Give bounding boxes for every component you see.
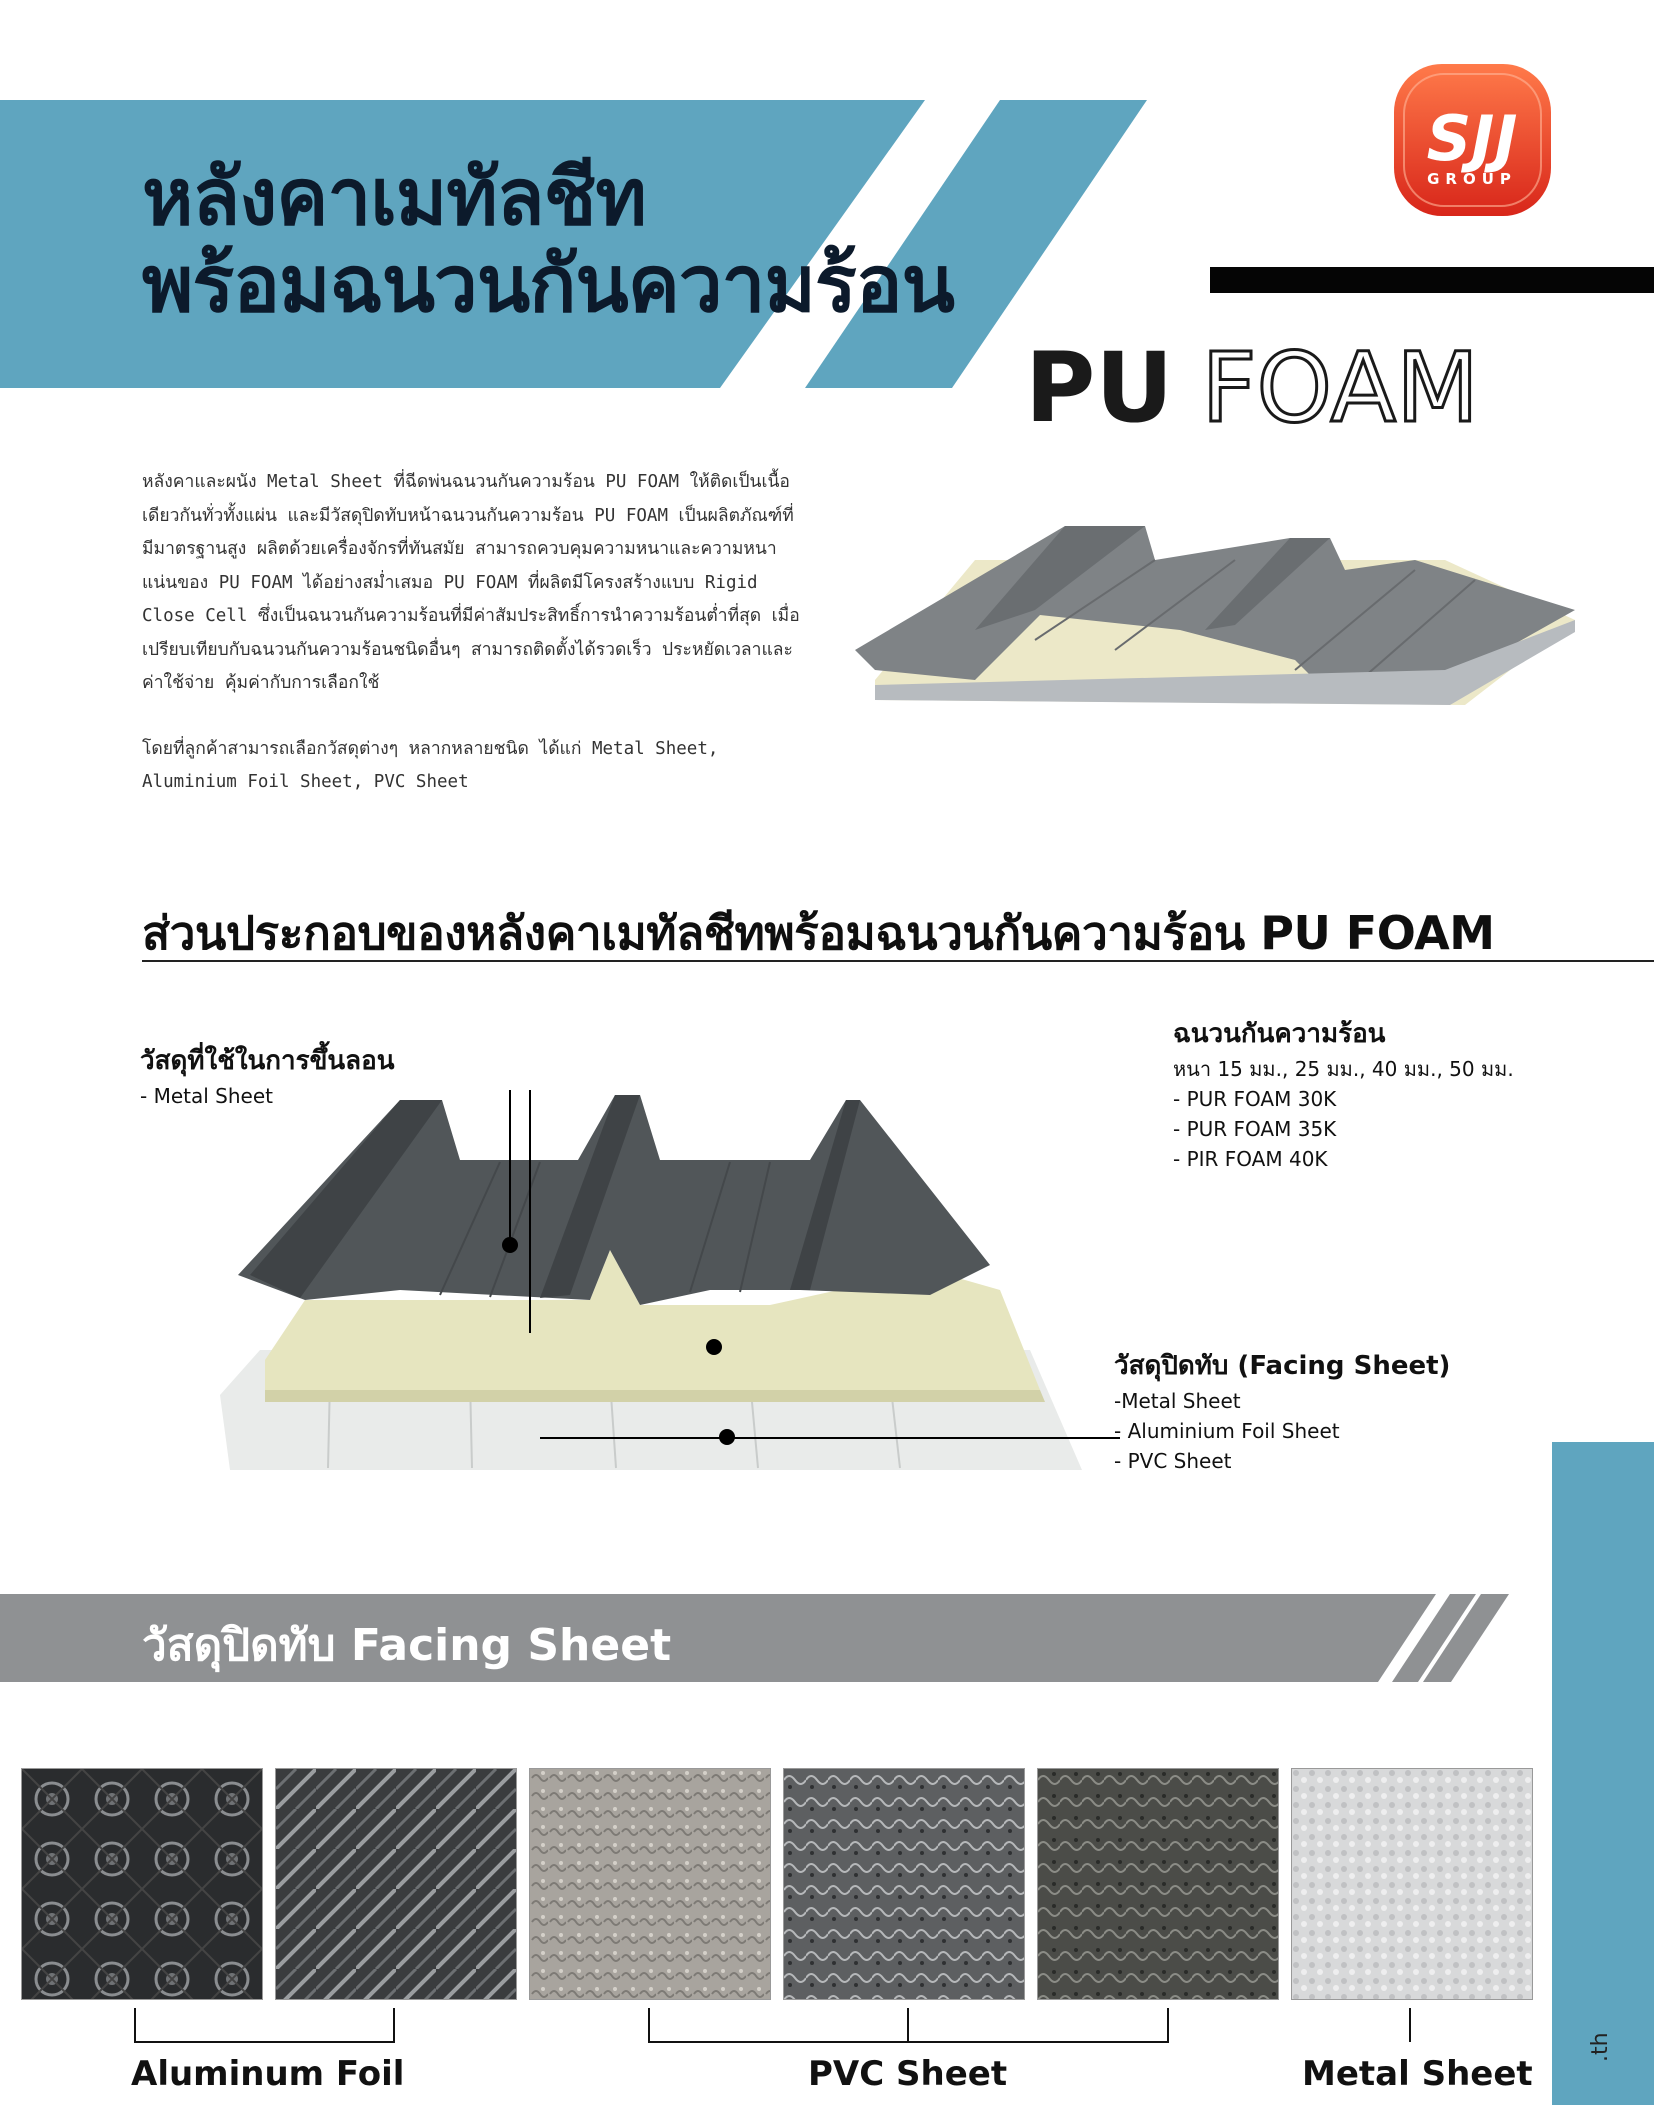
logo-mark: SJJ (1426, 102, 1518, 175)
intro-text (142, 466, 802, 832)
page-title-line1: หลังคาเมทัลชีท (142, 153, 646, 243)
pvc-sheet-swatch-2 (783, 1768, 1025, 2000)
forming-material-title: วัสดุที่ใช้ในการขึ้นลอน (140, 1046, 395, 1076)
intro-paragraph-1: หลังคาและผนัง Metal Sheet ที่ฉีดพ่นฉนวนกันความร้อน PU FOAM ให้ติดเป็นเนื้อเดียวกันทั่วทั้งแผ่น และมีวัสดุปิดทับหน้าฉนวนกันความร้อน PU FOAM เป็นผลิตภัณฑ์ที่มีมาตรฐานสูง ผลิตด้วยเครื่องจักรที่ทันสมัย สามารถควบคุมความหนาและความหนาแน่นของ PU FOAM ได้อย่างสม่ำเสมอ PU FOAM ที่ผลิตมีโครงสร้างแบบ Rigid Close Cell ซึ่งเป็นฉนวนกันความร้อนที่มีค่าสัมประสิทธิ์การนำความร้อนต่ำที่สุด เมื่อเปรียบเทียบกับฉนวนกันความร้อนชนิดอื่นๆ สามารถติดตั้งได้รวดเร็ว ประหยัดเวลาและค่าใช้จ่าย คุ้มค่ากับการเลือกใช้ (142, 472, 800, 693)
category-brackets (0, 2000, 1654, 2050)
roof-panel-diagram (210, 1090, 1170, 1475)
forming-material-item: - Metal Sheet (140, 1084, 273, 1108)
insulation-item: - PUR FOAM 35K (1173, 1117, 1337, 1141)
category-pvc-sheet: PVC Sheet (808, 2054, 1008, 2094)
page-title-line2: พร้อมฉนวนกันความร้อน (142, 240, 954, 330)
insulation-label (1173, 1013, 1514, 1174)
insulation-item: - PIR FOAM 40K (1173, 1147, 1328, 1171)
side-vertical-text: .th (1588, 2032, 1613, 2062)
pvc-sheet-swatch-3 (1037, 1768, 1279, 2000)
logo-sub: GROUP (1427, 170, 1517, 188)
roof-panel-image (855, 520, 1585, 705)
facing-sheet-item: - Aluminium Foil Sheet (1114, 1419, 1340, 1443)
insulation-thickness: หนา 15 มม., 25 มม., 40 มม., 50 มม. (1173, 1057, 1514, 1081)
sjj-group-logo (1390, 60, 1555, 220)
facing-sheet-item: - PVC Sheet (1114, 1449, 1232, 1473)
product-name (1025, 332, 1479, 444)
category-metal-sheet: Metal Sheet (1302, 2054, 1533, 2094)
pvc-sheet-swatch-1 (529, 1768, 771, 2000)
facing-sheet-title: วัสดุปิดทับ (Facing Sheet) (1114, 1351, 1451, 1381)
section-divider (142, 960, 1654, 962)
category-aluminum-foil: Aluminum Foil (131, 2054, 405, 2094)
facing-sheet-item: -Metal Sheet (1114, 1389, 1241, 1413)
metal-sheet-swatch (1291, 1768, 1533, 2000)
aluminum-foil-swatch-1 (21, 1768, 263, 2000)
intro-paragraph-2: โดยที่ลูกค้าสามารถเลือกวัสดุต่างๆ หลากหลายชนิด ได้แก่ Metal Sheet, Aluminium Foil Sheet, PVC Sheet (142, 738, 719, 792)
product-name-foam: FOAM (1201, 332, 1479, 444)
aluminum-foil-swatch-2 (275, 1768, 517, 2000)
facing-sheet-section-title: วัสดุปิดทับ Facing Sheet (142, 1620, 672, 1671)
insulation-title: ฉนวนกันความร้อน (1173, 1019, 1386, 1049)
insulation-item: - PUR FOAM 30K (1173, 1087, 1337, 1111)
components-section-title: ส่วนประกอบของหลังคาเมทัลชีทพร้อมฉนวนกันความร้อน PU FOAM (142, 906, 1495, 960)
header-black-bar (1210, 267, 1654, 293)
product-name-pu: PU (1025, 332, 1174, 444)
